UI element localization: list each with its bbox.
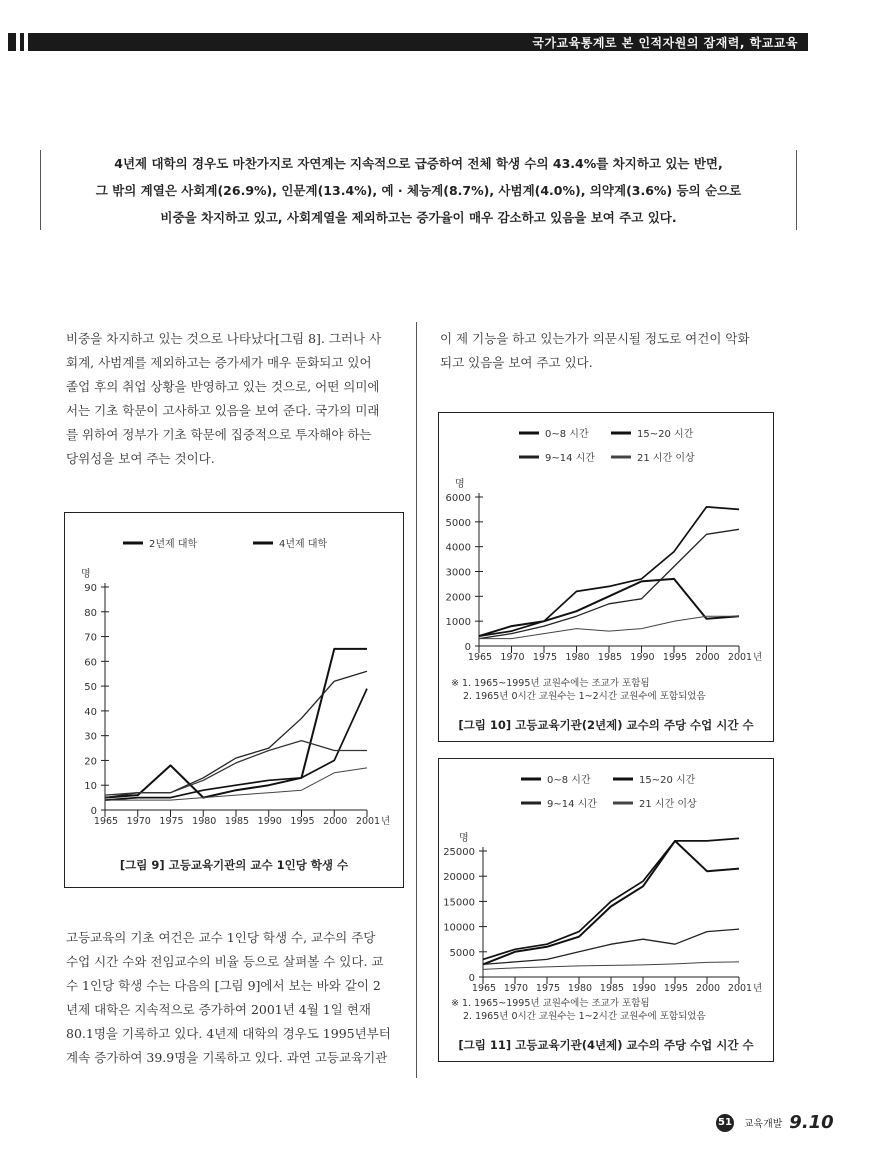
- y-tick-label: 25000: [443, 847, 475, 858]
- y-tick-label: 70: [84, 632, 97, 644]
- x-tick-label: 2000: [695, 652, 720, 663]
- legend-label: 2년제 대학: [149, 539, 198, 550]
- y-tick-label: 30: [84, 731, 97, 743]
- figure-9-caption: [그림 9] 고등교육기관의 교수 1인당 학생 수: [119, 858, 349, 872]
- text-line: 되고 있음을 보여 주고 있다.: [440, 355, 593, 370]
- note-line: ※ 1. 1965~1995년 교원수에는 조교가 포함됨: [451, 998, 650, 1009]
- x-tick-label: 1965: [467, 652, 493, 663]
- x-tick-label: 1975: [535, 983, 561, 994]
- magazine-name: 교육개발: [743, 1119, 783, 1130]
- note-line: 2. 1965년 0시간 교원수는 1~2시간 교원수에 포함되었음: [463, 1011, 706, 1022]
- series-line: [483, 838, 739, 959]
- x-tick-label: 1965: [471, 983, 497, 994]
- x-tick-label: 1980: [567, 983, 593, 994]
- y-tick-label: 60: [84, 657, 97, 669]
- right-paragraph-1: [440, 327, 774, 375]
- text-line: 80.1명을 기록하고 있다. 4년제 대학의 경우도 1995년부터: [66, 1026, 391, 1041]
- header-block-2: [24, 33, 28, 51]
- series-line: [479, 579, 739, 636]
- y-tick-label: 5000: [445, 517, 471, 529]
- y-tick-label: 5000: [449, 947, 475, 959]
- text-line: 를 위하여 정부가 기초 학문에 집중적으로 투자해야 하는: [66, 427, 372, 442]
- figure-10-caption: [그림 10] 고등교육기관(2년제) 교수의 주당 수업 시간 수: [458, 718, 754, 732]
- series-line: [479, 529, 739, 638]
- figure-11-chart: [439, 759, 773, 995]
- y-tick-label: 6000: [445, 493, 471, 504]
- text-line: 서는 기초 학문이 고사하고 있음을 보여 준다. 국가의 미래: [66, 403, 380, 418]
- header-block-1: [16, 33, 20, 51]
- x-tick-label: 1985: [597, 652, 623, 663]
- legend-label: 0~8 시간: [545, 429, 589, 440]
- x-unit-label: 년: [753, 983, 763, 994]
- y-tick-label: 20: [84, 756, 97, 768]
- y-tick-label: 15000: [443, 897, 475, 909]
- y-unit-label: 명: [459, 833, 469, 844]
- text-line: 년제 대학은 지속적으로 증가하여 2001년 4월 1일 현재: [66, 1002, 371, 1017]
- legend-label: 0~8 시간: [547, 775, 591, 786]
- legend-label: 15~20 시간: [639, 775, 696, 786]
- y-tick-label: 10: [84, 781, 97, 793]
- y-unit-label: 명: [81, 569, 91, 580]
- y-tick-label: 40: [84, 706, 97, 718]
- text-line: 졸업 후의 취업 상황을 반영하고 있는 것으로, 어떤 의미에: [66, 379, 380, 394]
- x-tick-label: 1990: [630, 652, 655, 663]
- x-tick-label: 1985: [599, 983, 625, 994]
- series-line: [483, 841, 739, 965]
- y-tick-label: 2000: [445, 592, 471, 604]
- summary-box: [40, 150, 797, 231]
- legend-label: 9~14 시간: [545, 453, 595, 464]
- x-tick-label: 2000: [695, 983, 721, 994]
- x-tick-label: 1965: [93, 816, 119, 827]
- y-tick-label: 80: [84, 607, 97, 619]
- page-footer: [716, 1112, 834, 1133]
- legend-label: 9~14 시간: [547, 799, 597, 810]
- y-tick-label: 10000: [443, 922, 475, 934]
- text-line: 수 1인당 학생 수는 다음의 [그림 9]에서 보는 바와 같이 2: [66, 978, 381, 993]
- text-line: 고등교육의 기초 여건은 교수 1인당 학생 수, 교수의 주당: [66, 930, 376, 945]
- legend-label: 21 시간 이상: [639, 799, 697, 810]
- left-paragraph-1: [66, 327, 400, 471]
- figure-11: [438, 758, 774, 1062]
- legend-label: 15~20 시간: [637, 429, 694, 440]
- text-line: 당위성을 보여 주는 것이다.: [66, 451, 215, 466]
- figure-9: [64, 512, 404, 888]
- series-line: [483, 962, 739, 970]
- summary-line: 4년제 대학의 경우도 마찬가지로 자연계는 지속적으로 급증하여 전체 학생 수의 43.4%를 차지하고 있는 반면,: [114, 156, 723, 171]
- x-tick-label: 1985: [224, 816, 250, 827]
- y-tick-label: 1000: [445, 617, 471, 629]
- x-tick-label: 1995: [290, 816, 315, 827]
- column-divider: [416, 322, 417, 1078]
- x-tick-label: 2001: [727, 983, 753, 994]
- figure-11-notes: [451, 997, 706, 1023]
- summary-line: 그 밖의 계열은 사회계(26.9%), 인문계(13.4%), 예 · 체능계(8.7%), 사범계(4.0%), 의약계(3.6%) 등의 순으로: [95, 183, 742, 198]
- y-tick-label: 4000: [445, 542, 471, 554]
- y-tick-label: 0: [468, 973, 475, 984]
- y-tick-label: 50: [84, 682, 97, 694]
- series-line: [105, 671, 367, 797]
- x-tick-label: 2000: [323, 816, 348, 827]
- figure-11-caption: [그림 11] 고등교육기관(4년제) 교수의 주당 수업 시간 수: [458, 1038, 754, 1052]
- left-paragraph-2: [66, 926, 400, 1070]
- x-unit-label: 년: [753, 652, 763, 663]
- header-title: 국가교육통계로 본 인적자원의 잠재력, 학교교육: [532, 36, 798, 50]
- series-line: [105, 649, 367, 798]
- x-tick-label: 1980: [565, 652, 590, 663]
- text-line: 비중을 차지하고 있는 것으로 나타났다[그림 8]. 그러나 사: [66, 331, 382, 346]
- x-tick-label: 1970: [500, 652, 525, 663]
- x-tick-label: 1995: [663, 983, 689, 994]
- x-tick-label: 1970: [503, 983, 529, 994]
- text-line: 회계, 사범계를 제외하고는 증가세가 매우 둔화되고 있어: [66, 355, 372, 370]
- x-tick-label: 2001: [727, 652, 753, 663]
- figure-10: [438, 412, 774, 742]
- text-line: 이 제 기능을 하고 있는가가 의문시될 정도로 여건이 악화: [440, 331, 750, 346]
- figure-10-notes: [451, 677, 706, 703]
- note-line: 2. 1965년 0시간 교원수는 1~2시간 교원수에 포함되었음: [463, 691, 706, 702]
- page-number: 51: [716, 1114, 734, 1132]
- y-unit-label: 명: [455, 479, 465, 490]
- figure-9-chart: [65, 513, 403, 853]
- y-tick-label: 0: [464, 642, 471, 653]
- summary-line: 비중을 차지하고 있고, 사회계열을 제외하고는 증가율이 매우 감소하고 있음을 보여 주고 있다.: [160, 210, 677, 225]
- x-tick-label: 1990: [257, 816, 282, 827]
- y-tick-label: 90: [84, 583, 97, 594]
- text-line: 수업 시간 수와 전임교수의 비율 등으로 살펴볼 수 있다. 교: [66, 954, 384, 969]
- issue-number: 9.10: [789, 1112, 834, 1133]
- x-tick-label: 1995: [662, 652, 688, 663]
- x-tick-label: 1980: [192, 816, 217, 827]
- series-line: [483, 929, 739, 964]
- x-tick-label: 2001: [355, 816, 381, 827]
- series-line: [105, 768, 367, 800]
- note-line: ※ 1. 1965~1995년 교원수에는 조교가 포함됨: [451, 678, 650, 689]
- figure-10-chart: [439, 413, 773, 675]
- text-line: 계속 증가하여 39.9명을 기록하고 있다. 과연 고등교육기관: [66, 1050, 388, 1065]
- x-unit-label: 년: [381, 816, 391, 827]
- y-tick-label: 0: [90, 806, 97, 817]
- x-tick-label: 1975: [532, 652, 558, 663]
- x-tick-label: 1990: [631, 983, 657, 994]
- legend-label: 21 시간 이상: [637, 453, 695, 464]
- x-tick-label: 1975: [159, 816, 184, 827]
- series-line: [105, 741, 367, 796]
- x-tick-label: 1970: [126, 816, 151, 827]
- series-line: [105, 689, 367, 801]
- y-tick-label: 3000: [445, 567, 471, 579]
- series-line: [479, 616, 739, 638]
- header-bar: [8, 33, 808, 51]
- y-tick-label: 20000: [443, 872, 475, 884]
- legend-label: 4년제 대학: [279, 539, 328, 550]
